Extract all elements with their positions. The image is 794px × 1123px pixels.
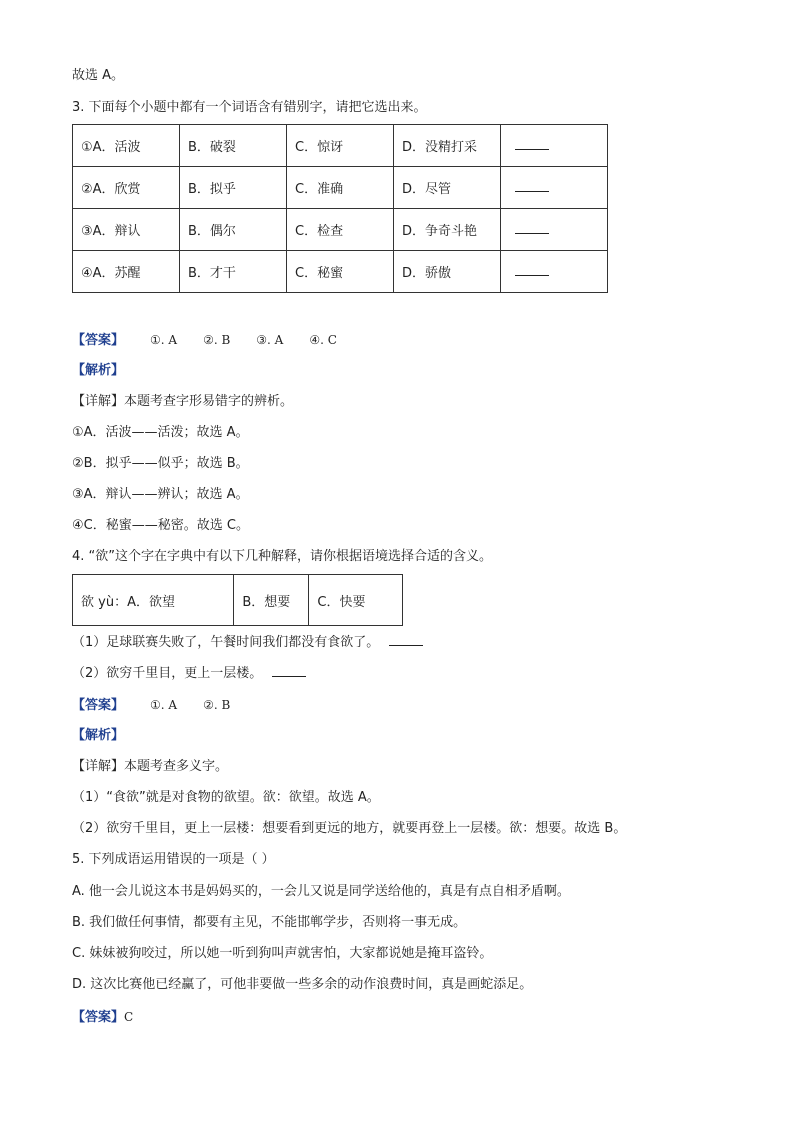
question-3-analysis-label: 【解析】 [72, 363, 125, 378]
question-4-stem: 4. “欲”这个字在字典中有以下几种解释，请你根据语境选择合适的含义。 [72, 549, 493, 564]
table-cell: ③A．辩认 [73, 209, 180, 251]
table-cell: B．想要 [234, 575, 309, 626]
question-3-explanation: ④C．秘蜜——秘密。故选 C。 [72, 518, 249, 533]
question-5-option: B. 我们做任何事情，都要有主见，不能邯郸学步，否则将一事无成。 [72, 915, 467, 930]
table-row [73, 167, 608, 209]
table-row [73, 575, 403, 626]
question-4-sub1 [72, 633, 423, 653]
question-3-explanation: ②B．拟乎——似乎；故选 B。 [72, 456, 249, 471]
table-cell: B．破裂 [180, 125, 287, 167]
question-3-answer [72, 330, 337, 351]
table-cell: ②A．欣赏 [73, 167, 180, 209]
table-cell: C．准确 [287, 167, 394, 209]
table-row [73, 125, 608, 167]
answer-blank-cell [501, 125, 608, 167]
table-cell: C．秘蜜 [287, 251, 394, 293]
question-4-sub2 [72, 664, 306, 684]
answer-blank-cell [501, 209, 608, 251]
question-5-option: D. 这次比赛他已经赢了，可他非要做一些多余的动作浪费时间，真是画蛇添足。 [72, 977, 533, 992]
table-cell: 欲 yù：A．欲望 [73, 575, 234, 626]
table-cell: C．惊讶 [287, 125, 394, 167]
question-4-explanation: （2）欲穷千里目，更上一层楼：想要看到更远的地方，就要再登上一层楼。欲：想要。故选 B。 [72, 821, 627, 836]
table-cell: D．尽管 [394, 167, 501, 209]
answer-blank[interactable] [272, 664, 306, 677]
question-3-detail: 【详解】本题考查字形易错字的辨析。 [72, 394, 294, 409]
question-5-option: C. 妹妹被狗咬过，所以她一听到狗叫声就害怕，大家都说她是掩耳盗铃。 [72, 946, 493, 961]
answer-label: 【答案】 [72, 1010, 125, 1025]
question-3-stem: 3. 下面每个小题中都有一个词语含有错别字，请把它选出来。 [72, 100, 427, 115]
question-5-option: A. 他一会儿说这本书是妈妈买的，一会儿又说是同学送给他的，真是有点自相矛盾啊。 [72, 884, 570, 899]
answer-blank[interactable] [515, 137, 549, 150]
answer-blank-cell [501, 167, 608, 209]
answer-value: C [124, 1010, 134, 1024]
sub-question-text: （1）足球联赛失败了，午餐时间我们都没有食欲了。 [72, 635, 380, 650]
question-3-explanation: ③A．辩认——辨认；故选 A。 [72, 487, 249, 502]
table-row [73, 209, 608, 251]
table-cell: ①A．活波 [73, 125, 180, 167]
answer-blank[interactable] [389, 633, 423, 646]
question-3-table [72, 124, 608, 293]
answer-blank[interactable] [515, 263, 549, 276]
question-4-analysis-label: 【解析】 [72, 728, 125, 743]
answer-item: ①. A [150, 333, 178, 347]
table-row [73, 251, 608, 293]
table-cell: ④A．苏醒 [73, 251, 180, 293]
answer-label: 【答案】 [72, 333, 125, 348]
table-cell: D．没精打采 [394, 125, 501, 167]
question-4-table [72, 574, 403, 626]
table-cell: D．争奇斗艳 [394, 209, 501, 251]
answer-blank[interactable] [515, 179, 549, 192]
table-cell: B．拟乎 [180, 167, 287, 209]
question-4-answer [72, 695, 230, 716]
table-cell: C．检查 [287, 209, 394, 251]
question-4-explanation: （1）“食欲”就是对食物的欲望。欲：欲望。故选 A。 [72, 790, 380, 805]
question-5-stem: 5. 下列成语运用错误的一项是（ ） [72, 852, 275, 867]
answer-item: ②. B [203, 333, 231, 347]
question-4-detail: 【详解】本题考查多义字。 [72, 759, 229, 774]
question-3-explanation: ①A．活波——活泼；故选 A。 [72, 425, 249, 440]
question-5-answer [72, 1007, 133, 1028]
table-cell: B．才干 [180, 251, 287, 293]
previous-conclusion: 故选 A。 [72, 68, 125, 83]
sub-question-text: （2）欲穷千里目，更上一层楼。 [72, 666, 263, 681]
answer-blank[interactable] [515, 221, 549, 234]
answer-item: ④. C [309, 333, 337, 347]
answer-item: ②. B [203, 698, 231, 712]
answer-item: ③. A [256, 333, 284, 347]
table-cell: C．快要 [309, 575, 403, 626]
answer-blank-cell [501, 251, 608, 293]
table-cell: B．偶尔 [180, 209, 287, 251]
answer-label: 【答案】 [72, 698, 125, 713]
table-cell: D．骄傲 [394, 251, 501, 293]
answer-item: ①. A [150, 698, 178, 712]
